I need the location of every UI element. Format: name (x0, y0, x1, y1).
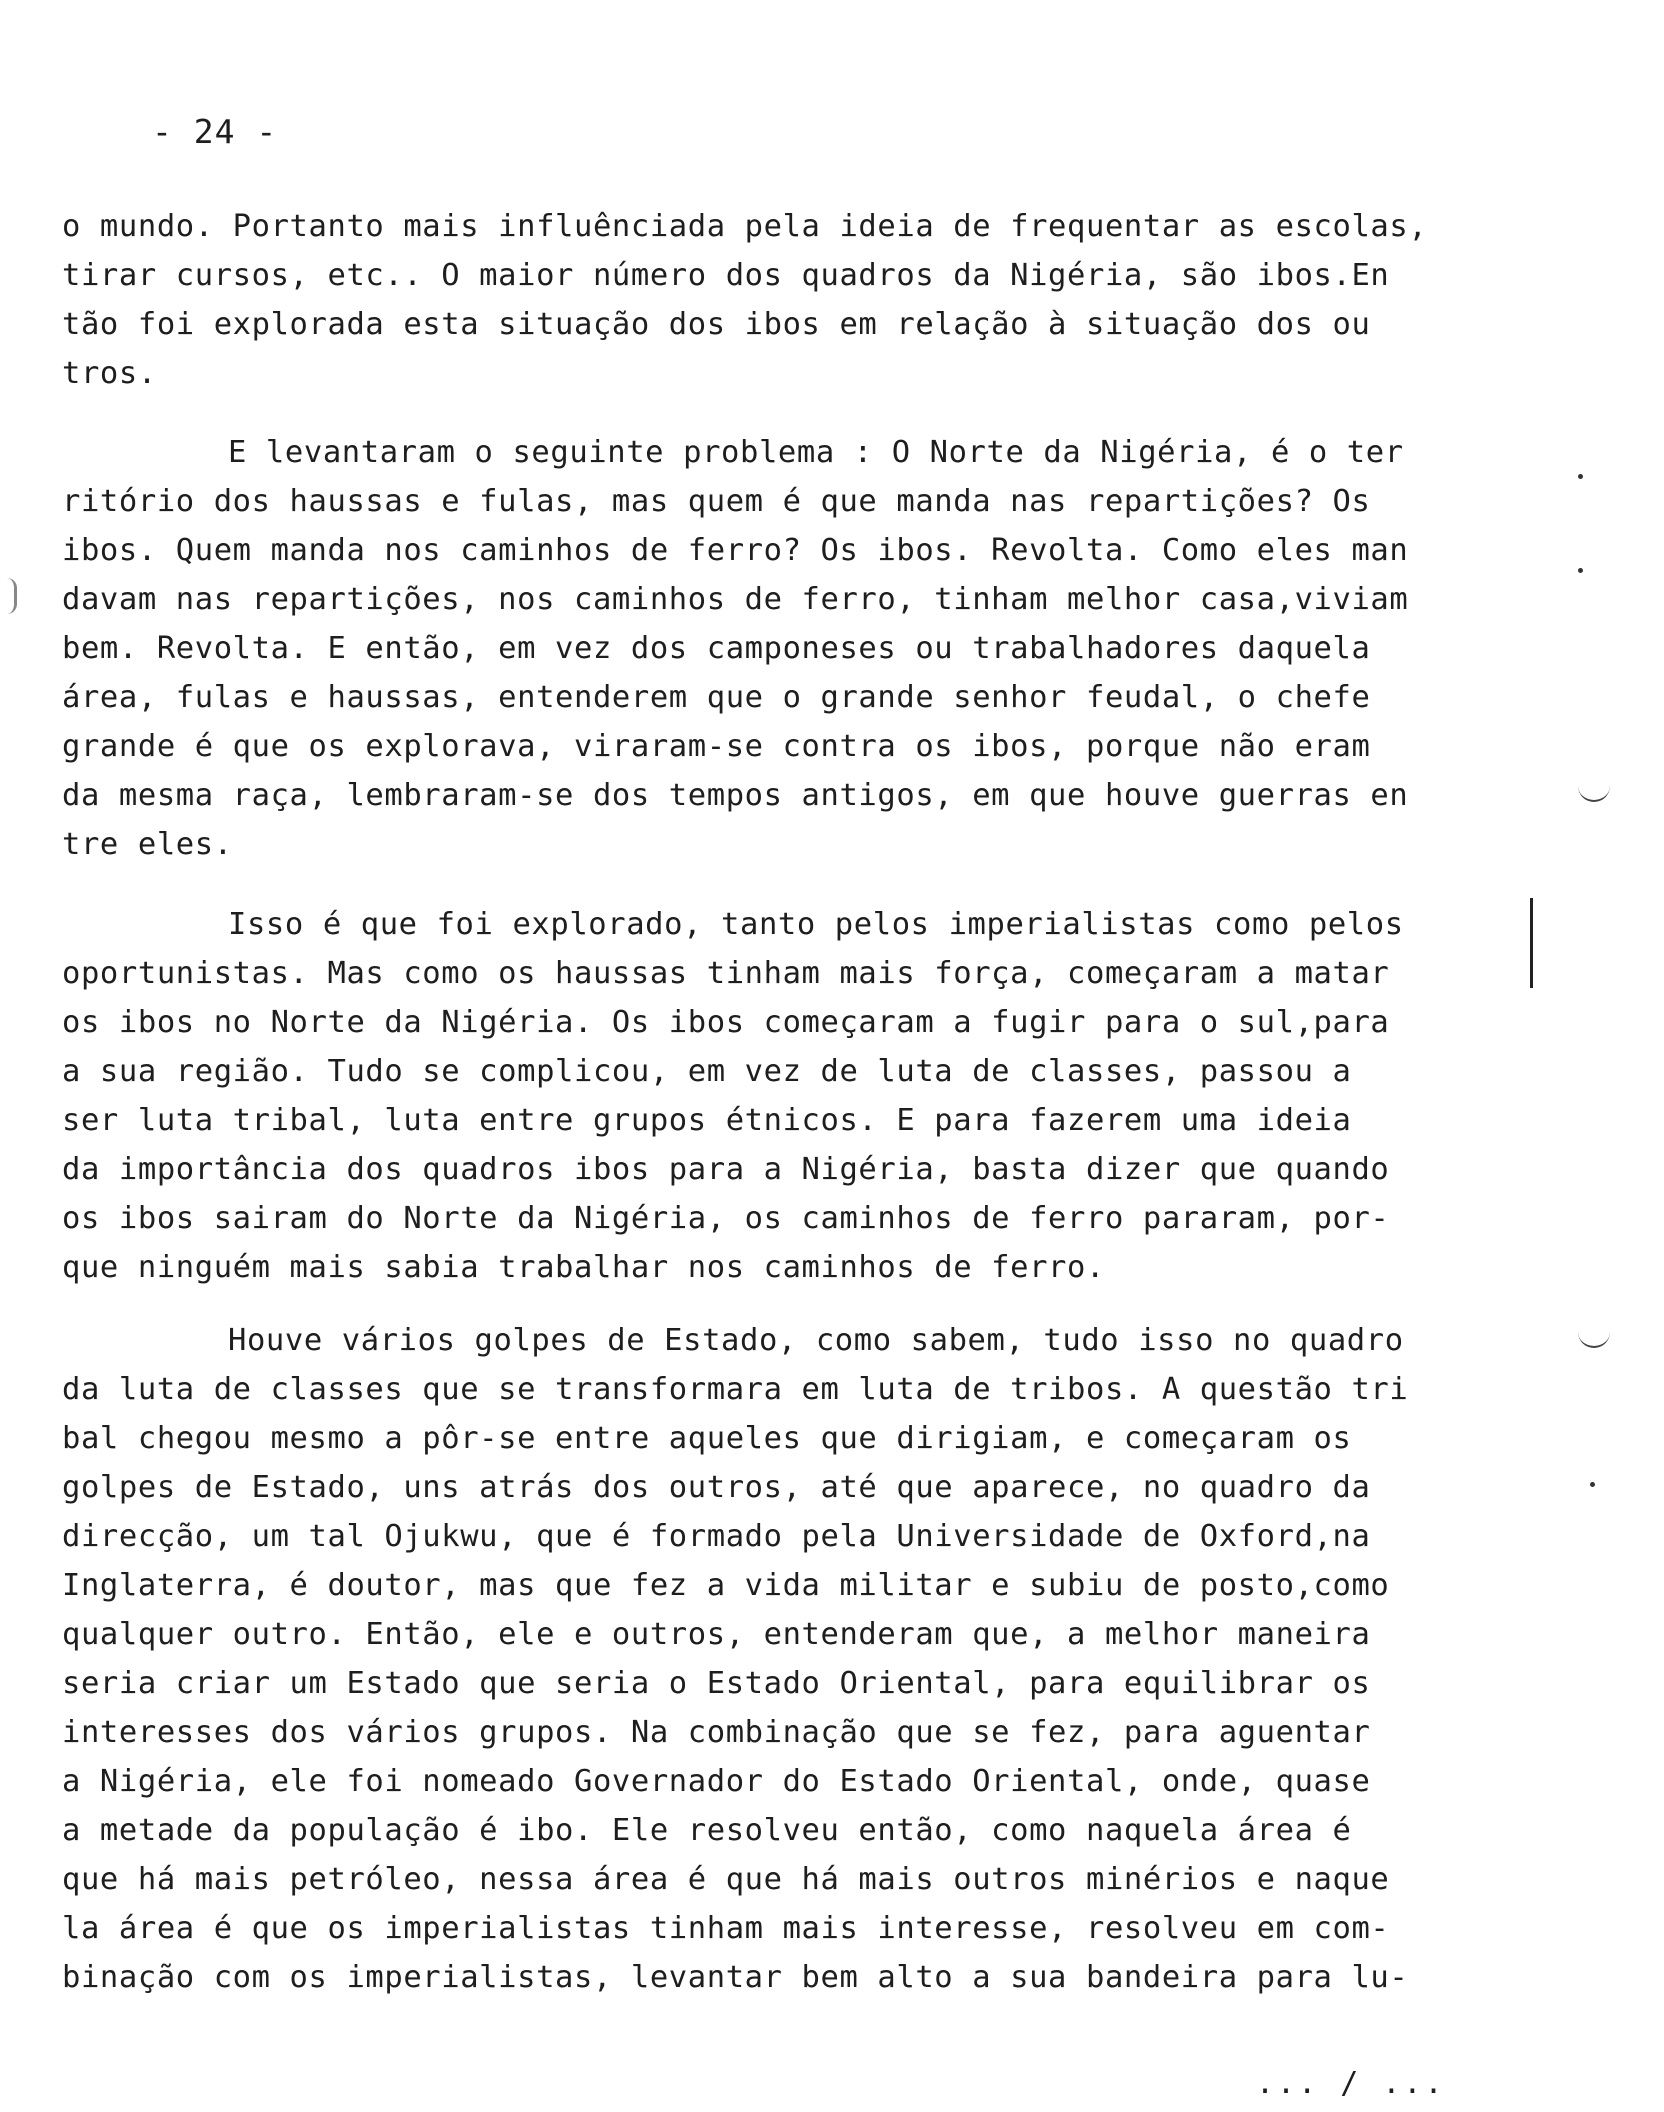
text-line: tros. (62, 356, 157, 391)
text-line: tirar cursos, etc.. O maior número dos quadros da Nigéria, são ibos.En (62, 258, 1390, 293)
text-line: oportunistas. Mas como os haussas tinham mais força, começaram a matar (62, 956, 1390, 991)
text-line: qualquer outro. Então, ele e outros, entenderam que, a melhor maneira (62, 1617, 1371, 1652)
text-line: ser luta tribal, luta entre grupos étnicos. E para fazerem uma ideia (62, 1103, 1352, 1138)
text-line: os ibos sairam do Norte da Nigéria, os caminhos de ferro pararam, por- (62, 1201, 1390, 1236)
text-line: os ibos no Norte da Nigéria. Os ibos começaram a fugir para o sul,para (62, 1005, 1390, 1040)
text-line: interesses dos vários grupos. Na combinação que se fez, para aguentar (62, 1715, 1371, 1750)
margin-curve-mark (1578, 786, 1610, 802)
page-number: - 24 - (152, 112, 278, 151)
paragraph-2 (62, 428, 1522, 869)
paragraph-3 (62, 900, 1522, 1292)
margin-bar-mark (1530, 898, 1533, 988)
paragraph-1 (62, 202, 1522, 398)
text-line: direcção, um tal Ojukwu, que é formado pela Universidade de Oxford,na (62, 1519, 1371, 1554)
text-line: bem. Revolta. E então, em vez dos camponeses ou trabalhadores daquela (62, 631, 1371, 666)
text-line: a Nigéria, ele foi nomeado Governador do Estado Oriental, onde, quase (62, 1764, 1371, 1799)
text-line: golpes de Estado, uns atrás dos outros, até que aparece, no quadro da (62, 1470, 1371, 1505)
text-line: da importância dos quadros ibos para a Nigéria, basta dizer que quando (62, 1152, 1390, 1187)
text-line: que ninguém mais sabia trabalhar nos caminhos de ferro. (62, 1250, 1105, 1285)
text-line: área, fulas e haussas, entenderem que o grande senhor feudal, o chefe (62, 680, 1371, 715)
text-line: Inglaterra, é doutor, mas que fez a vida militar e subiu de posto,como (62, 1568, 1390, 1603)
text-line: ritório dos haussas e fulas, mas quem é que manda nas repartições? Os (62, 484, 1371, 519)
margin-dot-mark (1590, 1482, 1595, 1487)
text-line: bal chegou mesmo a pôr-se entre aqueles que dirigiam, e começaram os (62, 1421, 1352, 1456)
text-line: E levantaram o seguinte problema : O Norte da Nigéria, é o ter (228, 435, 1404, 470)
text-line: binação com os imperialistas, levantar bem alto a sua bandeira para lu- (62, 1960, 1409, 1995)
text-line: tre eles. (62, 827, 233, 862)
text-line: tão foi explorada esta situação dos ibos em relação à situação dos ou (62, 307, 1371, 342)
text-line: Isso é que foi explorado, tanto pelos imperialistas como pelos (228, 907, 1404, 942)
text-line: ibos. Quem manda nos caminhos de ferro? Os ibos. Revolta. Como eles man (62, 533, 1409, 568)
binding-hole-mark (0, 578, 17, 614)
text-line: davam nas repartições, nos caminhos de ferro, tinham melhor casa,viviam (62, 582, 1409, 617)
paragraph-4 (62, 1316, 1522, 2002)
margin-curve-mark (1578, 1332, 1610, 1348)
text-line: que há mais petróleo, nessa área é que há mais outros minérios e naque (62, 1862, 1390, 1897)
text-line: Houve vários golpes de Estado, como sabem, tudo isso no quadro (228, 1323, 1404, 1358)
text-line: o mundo. Portanto mais influênciada pela ideia de frequentar as escolas, (62, 209, 1428, 244)
text-line: a sua região. Tudo se complicou, em vez de luta de classes, passou a (62, 1054, 1352, 1089)
text-line: da luta de classes que se transformara em luta de tribos. A questão tri (62, 1372, 1409, 1407)
margin-dot-mark (1578, 474, 1583, 479)
margin-dot-mark (1578, 568, 1583, 573)
text-line: la área é que os imperialistas tinham mais interesse, resolveu em com- (62, 1911, 1390, 1946)
text-line: da mesma raça, lembraram-se dos tempos antigos, em que houve guerras en (62, 778, 1409, 813)
continuation-marker: ... / ... (1256, 2066, 1446, 2101)
text-line: seria criar um Estado que seria o Estado Oriental, para equilibrar os (62, 1666, 1371, 1701)
text-line: a metade da população é ibo. Ele resolveu então, como naquela área é (62, 1813, 1352, 1848)
text-line: grande é que os explorava, viraram-se contra os ibos, porque não eram (62, 729, 1371, 764)
